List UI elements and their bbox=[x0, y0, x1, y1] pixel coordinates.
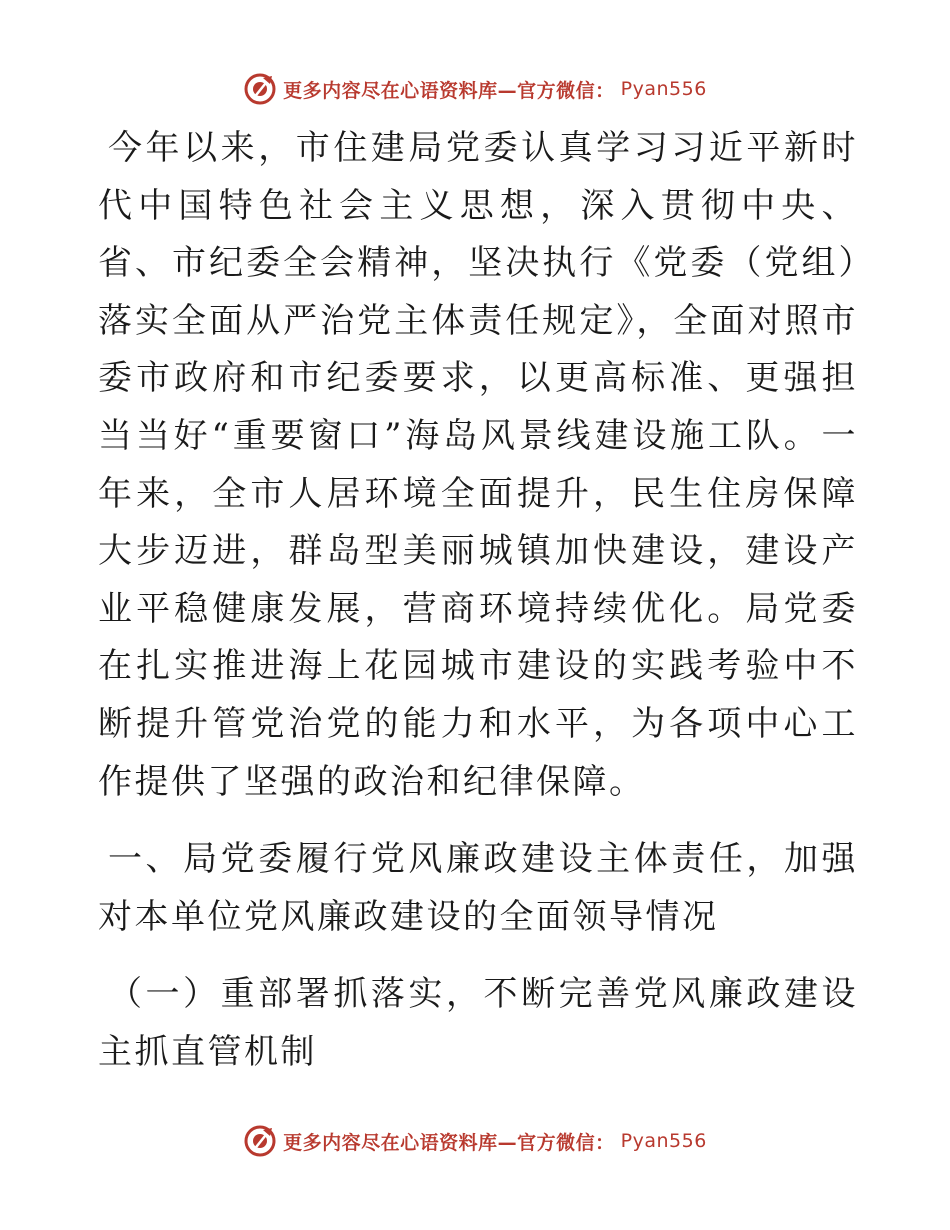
watermark-text: 更多内容尽在心语资料库—官方微信： bbox=[283, 79, 615, 102]
footer-watermark bbox=[0, 1124, 950, 1158]
watermark-handle: Pyan556 bbox=[620, 1130, 707, 1152]
section-heading-1: 一、局党委履行党风廉政建设主体责任，加强对本单位党风廉政建设的全面领导情况 bbox=[98, 839, 858, 937]
header-watermark bbox=[0, 72, 950, 106]
watermark-text: 更多内容尽在心语资料库—官方微信： bbox=[283, 1131, 615, 1154]
watermark-handle: Pyan556 bbox=[620, 78, 707, 100]
section-heading-2: （一）重部署抓落实，不断完善党风廉政建设主抓直管机制 bbox=[98, 974, 858, 1072]
document-body bbox=[98, 120, 858, 1082]
brand-logo-icon bbox=[243, 1124, 277, 1158]
intro-paragraph: 今年以来，市住建局党委认真学习习近平新时代中国特色社会主义思想，深入贯彻中央、省、市纪委全会精神，坚决执行《党委（党组）落实全面从严治党主体责任规定》，全面对照市委市政府和市纪委要求，以更高标准、更强担当当好“重要窗口”海岛风景线建设施工队。一年来，全市人居环境全面提升，民生住房保障大步迈进，群岛型美丽城镇加快建设，建设产业平稳健康发展，营商环境持续优化。局党委在扎实推进海上花园城市建设的实践考验中不断提升管党治党的能力和水平，为各项中心工作提供了坚强的政治和纪律保障。 bbox=[98, 128, 858, 802]
brand-logo-icon bbox=[243, 72, 277, 106]
